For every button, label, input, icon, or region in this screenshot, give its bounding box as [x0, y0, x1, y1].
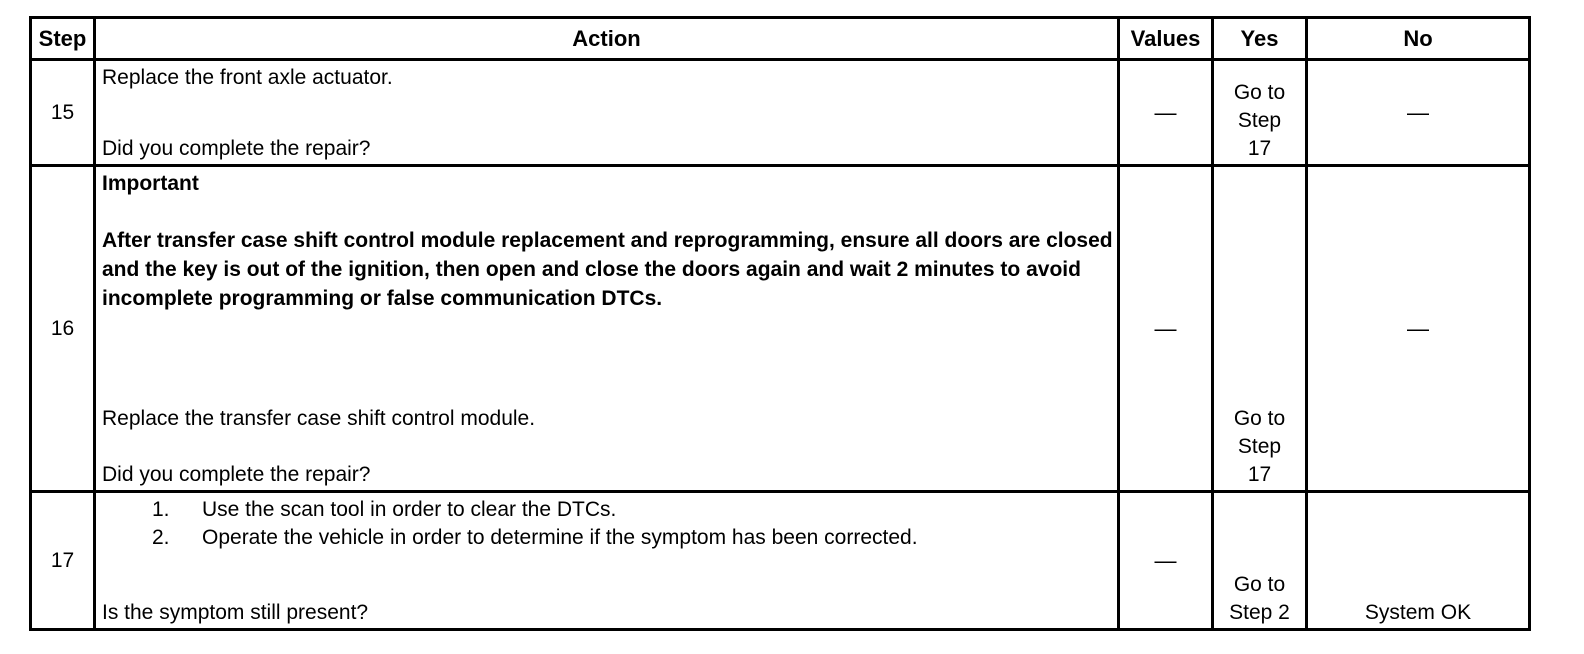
yes-line: Step	[1237, 435, 1282, 458]
action-question: Is the symptom still present?	[102, 601, 369, 624]
table-row-step-16	[31, 166, 1530, 492]
list-item	[152, 496, 1113, 524]
no-cell: —	[1307, 166, 1530, 492]
header-yes: Yes	[1213, 18, 1307, 60]
yes-line: Go to	[1233, 573, 1286, 596]
action-question: Did you complete the repair?	[102, 137, 371, 160]
action-cell	[95, 166, 1119, 492]
diagnostic-table	[29, 16, 1531, 631]
header-row	[31, 18, 1530, 60]
list-item-number: 2.	[152, 526, 170, 549]
list-item-number: 1.	[152, 498, 170, 521]
step-number: 17	[31, 492, 95, 630]
yes-line: 17	[1247, 463, 1272, 486]
list-item	[152, 524, 1113, 552]
yes-line: 17	[1247, 137, 1272, 160]
header-values: Values	[1119, 18, 1213, 60]
no-cell: System OK	[1307, 492, 1530, 630]
yes-line: Step 2	[1229, 601, 1290, 624]
action-cell	[95, 492, 1119, 630]
yes-cell	[1213, 60, 1307, 166]
list-item-text: Operate the vehicle in order to determine if the symptom has been corrected.	[202, 526, 918, 549]
important-title: Important	[102, 172, 199, 195]
values-cell: —	[1119, 60, 1213, 166]
table-row-step-17	[31, 492, 1530, 630]
action-cell	[95, 60, 1119, 166]
yes-cell	[1213, 492, 1307, 630]
yes-line: Step	[1237, 109, 1282, 132]
action-text: Replace the transfer case shift control module.	[102, 407, 536, 430]
yes-cell	[1213, 166, 1307, 492]
values-cell: —	[1119, 492, 1213, 630]
list-item-text: Use the scan tool in order to clear the DTCs.	[202, 498, 617, 521]
action-text: Replace the front axle actuator.	[102, 66, 393, 89]
step-number: 15	[31, 60, 95, 166]
yes-line: Go to	[1233, 407, 1286, 430]
header-no: No	[1307, 18, 1530, 60]
values-cell: —	[1119, 166, 1213, 492]
step-number: 16	[31, 166, 95, 492]
yes-line: Go to	[1233, 81, 1286, 104]
procedure-list	[102, 496, 1113, 552]
action-question: Did you complete the repair?	[102, 463, 371, 486]
header-action: Action	[95, 18, 1119, 60]
header-step: Step	[31, 18, 95, 60]
no-cell: —	[1307, 60, 1530, 166]
important-note: After transfer case shift control module replacement and reprogramming, ensure all doors are closed and the key is out of the ignition, then open and close the doors again and wait 2 minutes to avoid incomplete programming or false communication DTCs.	[102, 229, 1113, 310]
table-row-step-15	[31, 60, 1530, 166]
